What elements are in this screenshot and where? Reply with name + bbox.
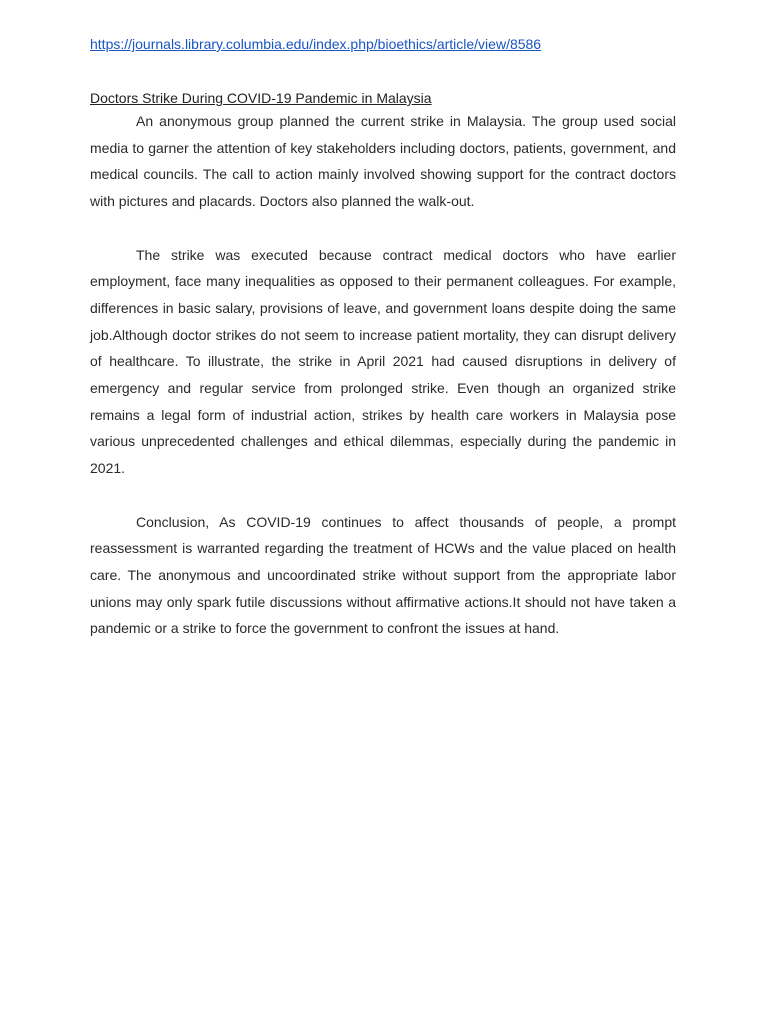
paragraph-conclusion: Conclusion, As COVID-19 continues to affect thousands of people, a prompt reassessment is warranted regarding the treatment of HCWs and the value placed on health care. The anonymous and uncoordinated strike without support from the appropriate labor unions may only spark futile discussions without affirmative actions.It should not have taken a pandemic or a strike to force the government to confront the issues at hand. xyxy=(90,513,676,637)
source-url-link[interactable]: https://journals.library.columbia.edu/index.php/bioethics/article/view/8586 xyxy=(90,36,542,52)
paragraph-intro: An anonymous group planned the current strike in Malaysia. The group used social media to garner the attention of key stakeholders including doctors, patients, government, and medical councils. The call to action mainly involved showing support for the contract doctors with pictures and placards. Doctors also planned the walk-out. xyxy=(90,113,676,210)
paragraph-body: The strike was executed because contract medical doctors who have earlier employment, face many inequalities as opposed to their permanent colleagues. For example, differences in basic salary, provisions of leave, and government loans despite doing the same job.Although doctor strikes do not seem to increase patient mortality, they can disrupt delivery of healthcare. To illustrate, the strike in April 2021 had caused disruptions in delivery of emergency and regular service from prolonged strike. Even though an organized strike remains a legal form of industrial action, strikes by health care workers in Malaysia pose various unprecedented challenges and ethical dilemmas, especially during the pandemic in 2021. xyxy=(90,246,676,477)
document-page xyxy=(90,34,676,642)
document-title: Doctors Strike During COVID-19 Pandemic in Malaysia xyxy=(90,90,432,106)
